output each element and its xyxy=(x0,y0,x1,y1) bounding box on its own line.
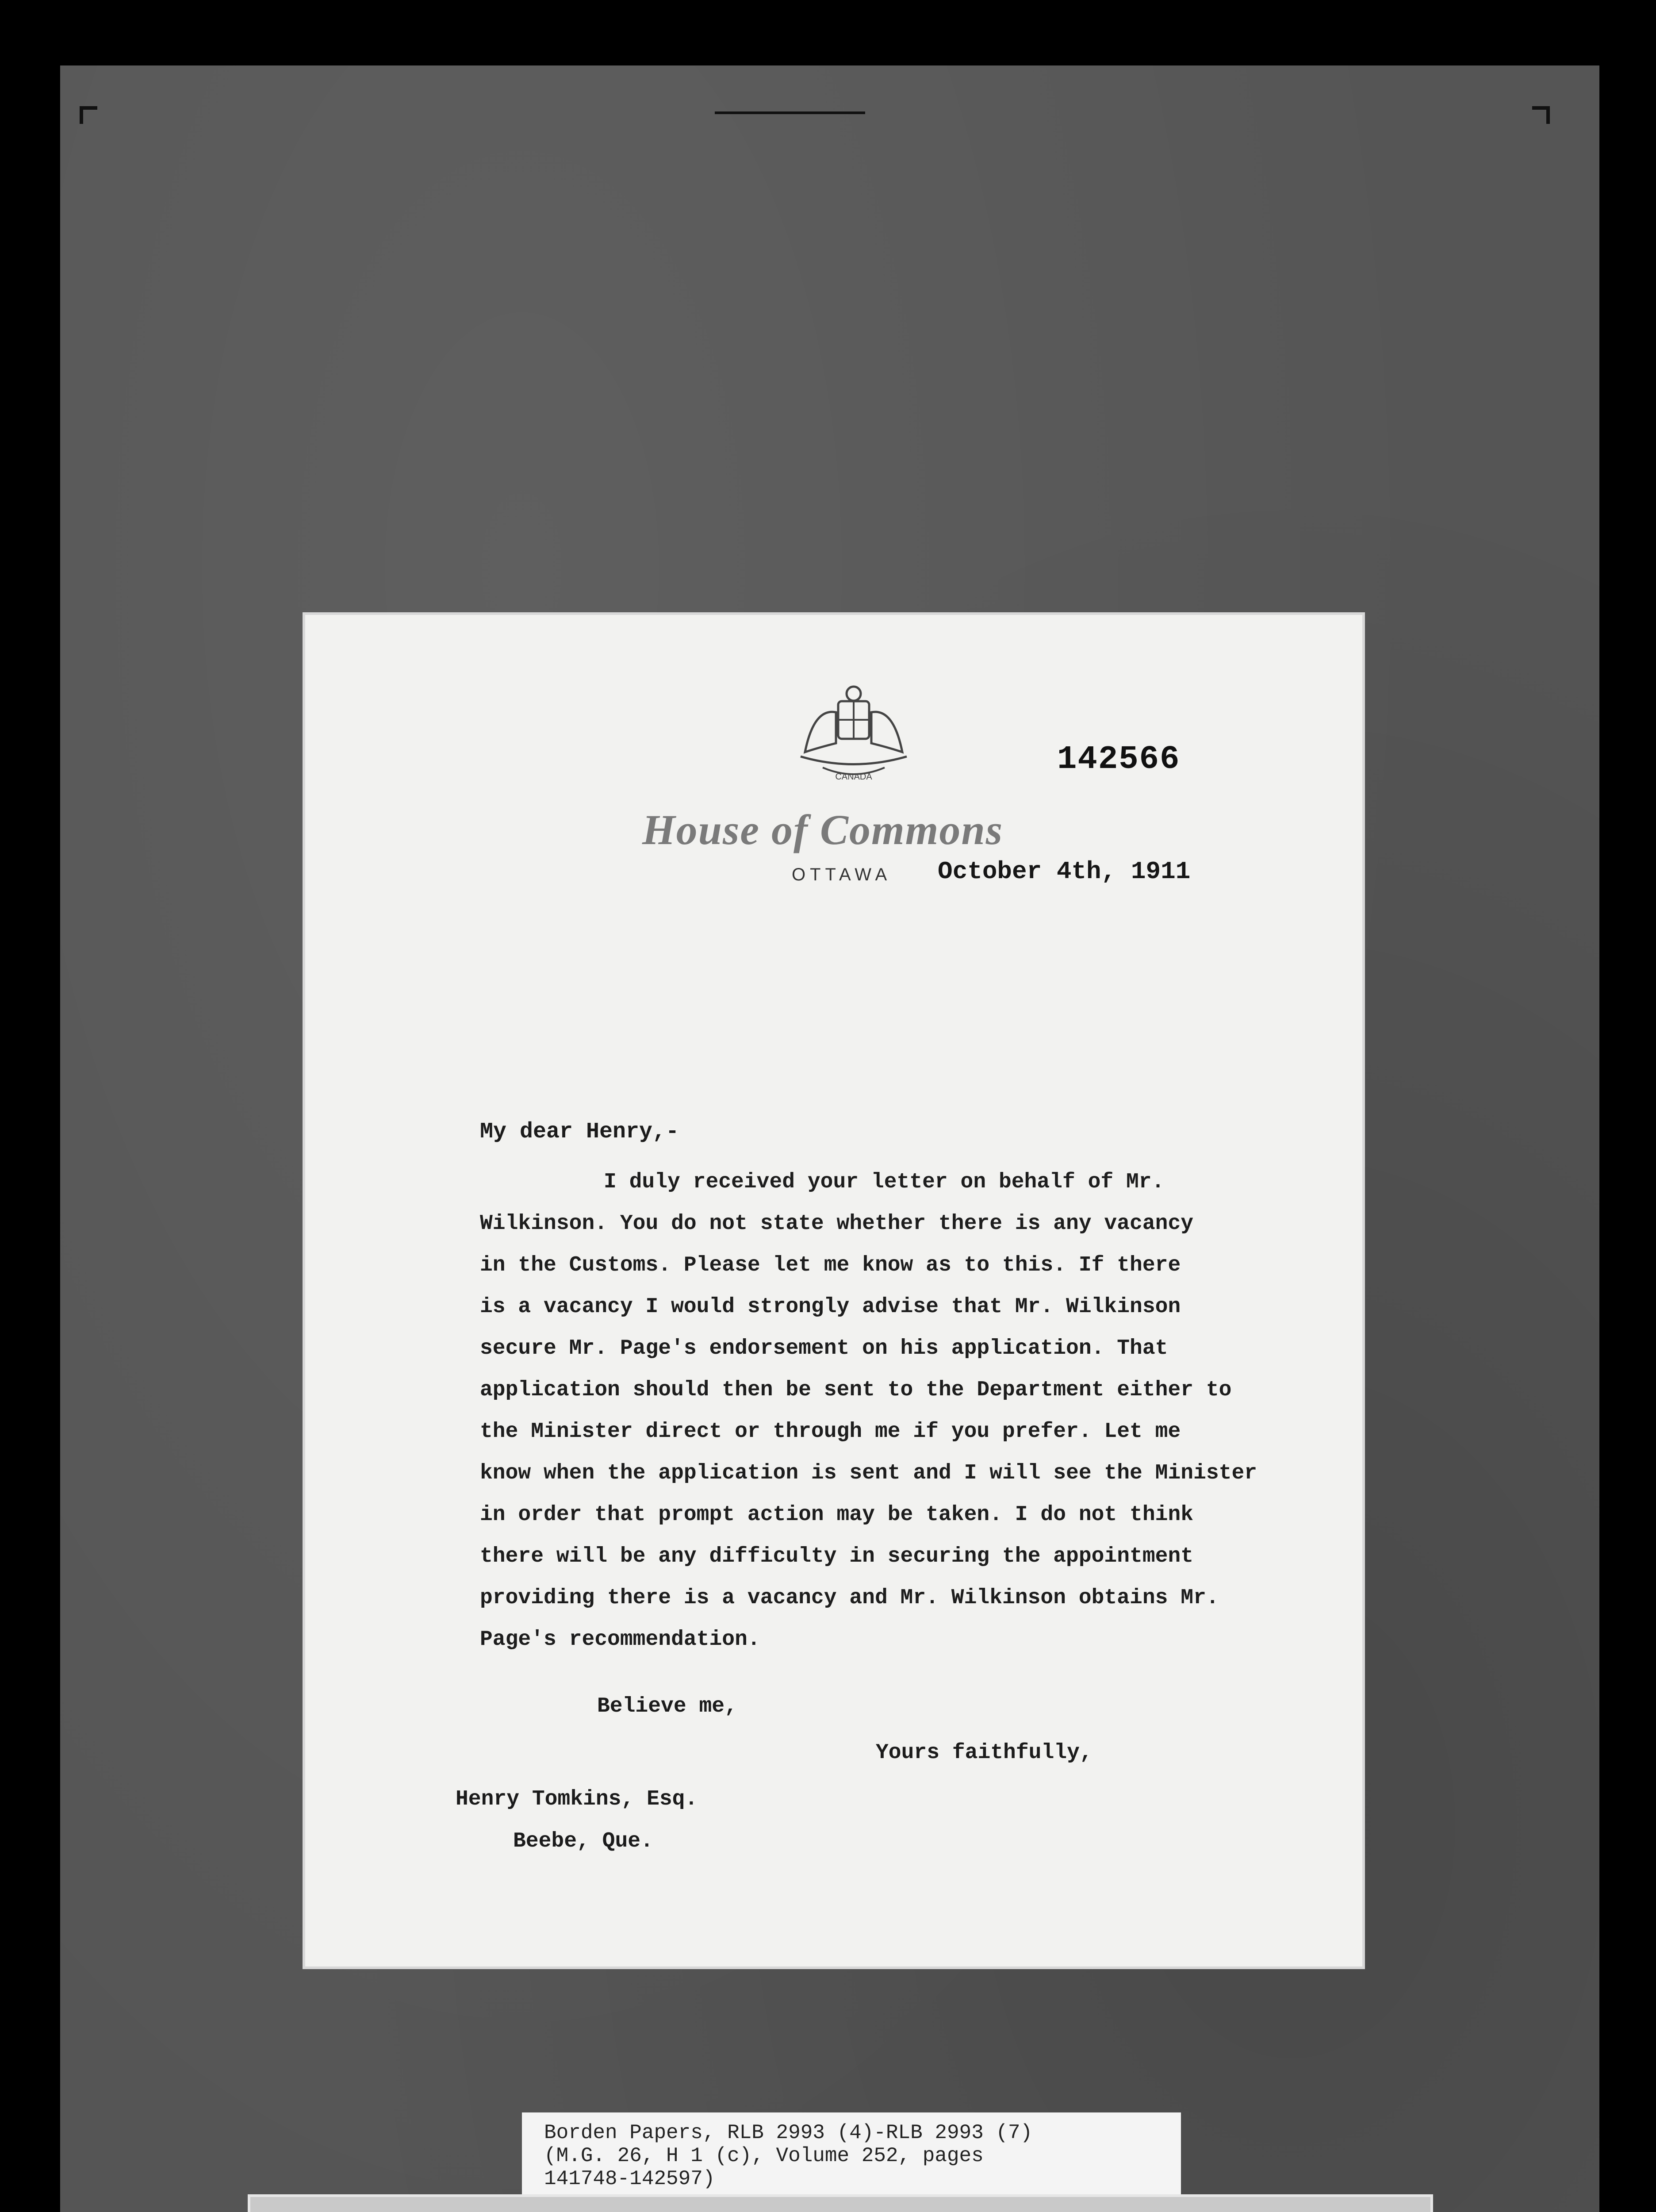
letter-date: October 4th, 1911 xyxy=(938,857,1191,886)
body-line: I duly received your letter on behalf of Mr. xyxy=(604,1170,1165,1194)
letterhead-city: OTTAWA xyxy=(792,865,892,884)
body-line: there will be any difficulty in securing the appointment xyxy=(480,1544,1194,1568)
letterhead-title: House of Commons xyxy=(642,806,1004,853)
corner-mark-top-left-h xyxy=(80,106,97,110)
reference-line: (M.G. 26, H 1 (c), Volume 252, pages xyxy=(544,2144,984,2167)
closing-believe-me: Believe me, xyxy=(597,1694,737,1718)
reference-line: 141748-142597) xyxy=(544,2167,715,2190)
addressee-name: Henry Tomkins, Esq. xyxy=(456,1787,698,1811)
closing-yours-faithfully: Yours faithfully, xyxy=(876,1741,1092,1765)
addressee-place: Beebe, Que. xyxy=(513,1829,653,1853)
body-line: is a vacancy I would strongly advise that Mr. Wilkinson xyxy=(480,1295,1181,1319)
royal-crest-emblem xyxy=(792,681,916,783)
salutation: My dear Henry,- xyxy=(480,1119,679,1144)
body-line: application should then be sent to the Department either to xyxy=(480,1378,1232,1402)
body-line: in order that prompt action may be taken. I do not think xyxy=(480,1503,1194,1527)
reference-label xyxy=(522,2112,1181,2197)
reference-line: Borden Papers, RLB 2993 (4)-RLB 2993 (7) xyxy=(544,2121,1033,2144)
body-line: know when the application is sent and I will see the Minister xyxy=(480,1461,1257,1485)
body-line: secure Mr. Page's endorsement on his application. That xyxy=(480,1336,1168,1360)
corner-mark-top-right-h xyxy=(1532,106,1550,110)
corner-mark-top-center xyxy=(715,111,865,114)
letter-page xyxy=(305,615,1362,1966)
body-line: Page's recommendation. xyxy=(480,1628,760,1651)
body-line: providing there is a vacancy and Mr. Wilkinson obtains Mr. xyxy=(480,1586,1219,1610)
archive-card-sleeve xyxy=(248,2194,1433,2212)
crest-motto: CANADA xyxy=(835,772,872,782)
document-number: 142566 xyxy=(1057,741,1181,778)
letter-body xyxy=(480,1161,1338,1660)
body-line: Wilkinson. You do not state whether there is any vacancy xyxy=(480,1212,1194,1236)
body-line: the Minister direct or through me if you prefer. Let me xyxy=(480,1420,1181,1444)
body-line: in the Customs. Please let me know as to this. If there xyxy=(480,1253,1181,1277)
